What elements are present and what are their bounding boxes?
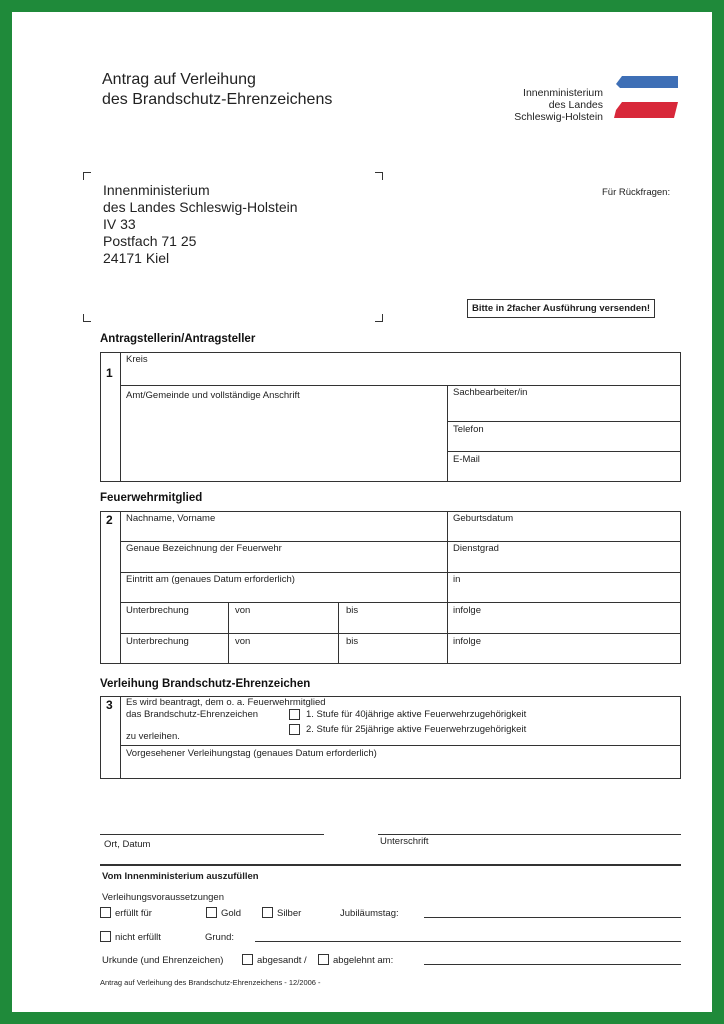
erfuellt-checkbox[interactable] bbox=[100, 907, 111, 918]
urkunde-label: Urkunde (und Ehrenzeichen) bbox=[102, 955, 224, 966]
footer-text: Antrag auf Verleihung des Brandschutz-Ehrenzeichens - 12/2006 - bbox=[100, 978, 321, 987]
recipient-address bbox=[103, 182, 298, 267]
silber-label: Silber bbox=[277, 908, 302, 919]
antrag-text-1: Es wird beantragt, dem o. a. Feuerwehrmitglied bbox=[126, 697, 326, 708]
unterschrift-line[interactable] bbox=[378, 834, 681, 835]
antrag-text-2: das Brandschutz-Ehrenzeichen bbox=[126, 709, 259, 720]
infolge-2-field[interactable]: infolge bbox=[453, 636, 481, 647]
abgesandt-label: abgesandt / bbox=[257, 955, 307, 966]
section-1-line bbox=[120, 385, 681, 386]
title-line-2: des Brandschutz-Ehrenzeichens bbox=[102, 91, 333, 108]
section-2-col bbox=[338, 602, 339, 664]
address-line-4: Postfach 71 25 bbox=[103, 233, 197, 249]
address-line-5: 24171 Kiel bbox=[103, 250, 170, 266]
ministry-name bbox=[482, 87, 603, 123]
ministry-section-title: Vom Innenministerium auszufüllen bbox=[102, 871, 259, 882]
nicht-erfuellt-label: nicht erfüllt bbox=[115, 932, 161, 943]
kreis-field[interactable]: Kreis bbox=[126, 354, 148, 365]
silber-checkbox[interactable] bbox=[262, 907, 273, 918]
section-2-title: Feuerwehrmitglied bbox=[100, 492, 203, 504]
name-field[interactable]: Nachname, Vorname bbox=[126, 513, 216, 524]
section-2-number: 2 bbox=[106, 513, 113, 527]
von-2-field[interactable]: von bbox=[235, 636, 251, 647]
address-corner-bl bbox=[83, 314, 91, 322]
section-1-box bbox=[100, 352, 681, 482]
address-line-3: IV 33 bbox=[103, 216, 136, 232]
send-notice: Bitte in 2facher Ausführung versenden! bbox=[467, 299, 655, 318]
telefon-field[interactable]: Telefon bbox=[453, 424, 484, 435]
ministry-line-2: des Landes bbox=[548, 99, 603, 111]
feuerwehr-field[interactable]: Genaue Bezeichnung der Feuerwehr bbox=[126, 543, 282, 554]
stufe-1-checkbox[interactable] bbox=[289, 709, 300, 720]
voraussetzungen-label: Verleihungsvoraussetzungen bbox=[102, 892, 225, 903]
address-corner-tl bbox=[83, 172, 91, 180]
ministry-logo-icon bbox=[612, 70, 682, 122]
grund-label: Grund: bbox=[205, 932, 235, 943]
abgelehnt-checkbox[interactable] bbox=[318, 954, 329, 965]
gold-label: Gold bbox=[221, 908, 242, 919]
geburtsdatum-field[interactable]: Geburtsdatum bbox=[453, 513, 514, 524]
von-1-field[interactable]: von bbox=[235, 605, 251, 616]
address-corner-br bbox=[375, 314, 383, 322]
stufe-2-label: 2. Stufe für 25jährige aktive Feuerwehrzugehörigkeit bbox=[306, 724, 527, 735]
section-1-title: Antragstellerin/Antragsteller bbox=[100, 333, 256, 345]
section-2-divider bbox=[120, 511, 121, 664]
address-line-1: Innenministerium bbox=[103, 182, 210, 198]
form-page bbox=[12, 12, 712, 1012]
section-1-line bbox=[447, 421, 681, 422]
unterbrechung-2-label: Unterbrechung bbox=[126, 636, 189, 647]
email-field[interactable]: E-Mail bbox=[453, 454, 480, 465]
bis-1-field[interactable]: bis bbox=[346, 605, 359, 616]
ministry-line-3: Schleswig-Holstein bbox=[514, 111, 603, 123]
verleihungstag-field[interactable]: Vorgesehener Verleihungstag (genaues Datum erforderlich) bbox=[126, 748, 377, 759]
section-2-line bbox=[120, 572, 681, 573]
infolge-1-field[interactable]: infolge bbox=[453, 605, 481, 616]
section-2-line bbox=[120, 541, 681, 542]
dienstgrad-field[interactable]: Dienstgrad bbox=[453, 543, 499, 554]
sachbearbeiter-field[interactable]: Sachbearbeiter/in bbox=[453, 387, 528, 398]
section-1-col bbox=[447, 385, 448, 482]
ort-datum-line[interactable] bbox=[100, 834, 324, 835]
jubilaeumstag-label: Jubiläumstag: bbox=[340, 908, 399, 919]
ministry-line-1: Innenministerium bbox=[523, 87, 603, 99]
datum-line[interactable] bbox=[424, 964, 681, 965]
rueckfragen-label: Für Rückfragen: bbox=[602, 187, 671, 198]
section-3-line bbox=[120, 745, 681, 746]
ort-datum-label: Ort, Datum bbox=[104, 839, 151, 850]
abgesandt-checkbox[interactable] bbox=[242, 954, 253, 965]
erfuellt-label: erfüllt für bbox=[115, 908, 152, 919]
abgelehnt-label: abgelehnt am: bbox=[333, 955, 394, 966]
section-2-col bbox=[228, 602, 229, 664]
unterschrift-label: Unterschrift bbox=[380, 836, 429, 847]
form-title bbox=[102, 70, 332, 110]
nicht-erfuellt-checkbox[interactable] bbox=[100, 931, 111, 942]
eintritt-field[interactable]: Eintritt am (genaues Datum erforderlich) bbox=[126, 574, 295, 585]
bis-2-field[interactable]: bis bbox=[346, 636, 359, 647]
section-1-divider bbox=[120, 352, 121, 482]
grund-line[interactable] bbox=[255, 941, 681, 942]
section-1-line bbox=[447, 451, 681, 452]
stufe-2-checkbox[interactable] bbox=[289, 724, 300, 735]
address-corner-tr bbox=[375, 172, 383, 180]
stufe-1-label: 1. Stufe für 40jährige aktive Feuerwehrzugehörigkeit bbox=[306, 709, 527, 720]
address-line-2: des Landes Schleswig-Holstein bbox=[103, 199, 298, 215]
section-3-divider bbox=[120, 696, 121, 779]
unterbrechung-1-label: Unterbrechung bbox=[126, 605, 189, 616]
ministry-section-divider bbox=[100, 864, 681, 866]
gold-checkbox[interactable] bbox=[206, 907, 217, 918]
antrag-text-3: zu verleihen. bbox=[126, 731, 180, 742]
section-2-line bbox=[120, 633, 681, 634]
section-3-number: 3 bbox=[106, 698, 113, 712]
title-line-1: Antrag auf Verleihung bbox=[102, 71, 256, 88]
jubilaeumstag-line[interactable] bbox=[424, 917, 681, 918]
section-3-title: Verleihung Brandschutz-Ehrenzeichen bbox=[100, 678, 311, 690]
amt-field[interactable]: Amt/Gemeinde und vollständige Anschrift bbox=[126, 390, 300, 401]
section-2-col bbox=[447, 511, 448, 664]
in-field[interactable]: in bbox=[453, 574, 461, 585]
section-2-line bbox=[120, 602, 681, 603]
section-1-number: 1 bbox=[106, 366, 113, 380]
